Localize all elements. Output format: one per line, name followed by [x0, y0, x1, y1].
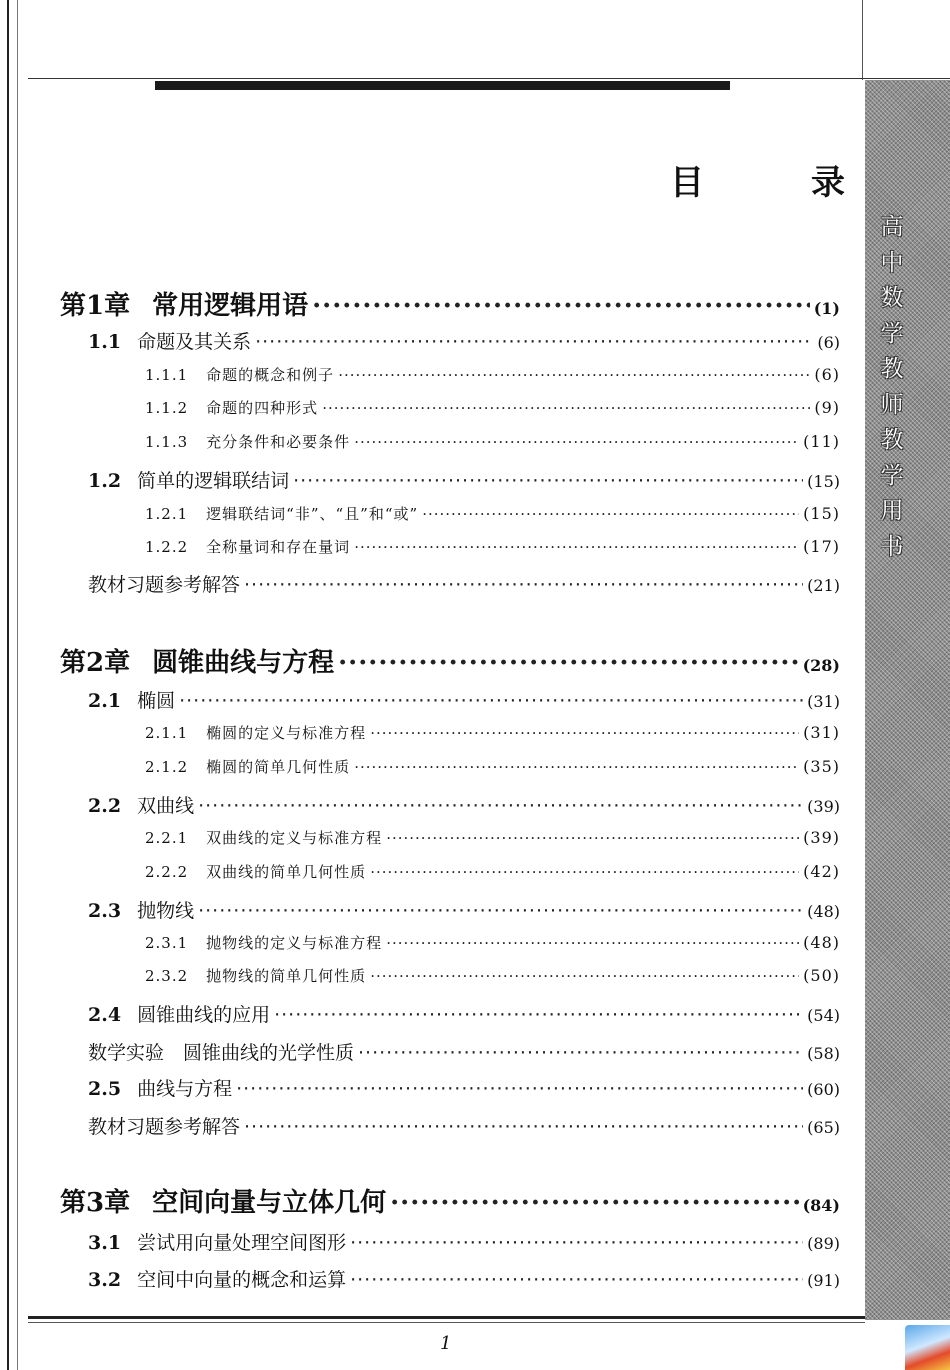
side-label-char: 教 — [880, 427, 904, 453]
toc-number: 1.1 — [88, 331, 122, 353]
toc-section[interactable] — [88, 791, 840, 818]
toc-page: (50) — [803, 966, 840, 985]
toc-section[interactable] — [88, 1265, 840, 1292]
leader-dots — [312, 291, 810, 321]
leader-dots — [198, 795, 803, 817]
toc-subsection[interactable] — [145, 932, 840, 953]
toc-number: 2.4 — [88, 1004, 122, 1026]
toc-subsection[interactable] — [145, 756, 840, 777]
leader-dots — [236, 1078, 803, 1100]
toc-number: 2.1 — [88, 690, 122, 712]
leader-dots — [322, 399, 810, 417]
toc-title: 全称量词和存在量词 — [206, 538, 351, 556]
toc-misc[interactable] — [88, 570, 840, 597]
leader-dots — [274, 1004, 803, 1026]
toc-section[interactable] — [88, 1000, 840, 1027]
corner-logo-icon — [905, 1325, 950, 1370]
toc-page: (6) — [817, 333, 840, 352]
leader-dots — [293, 470, 803, 492]
toc-page: (11) — [803, 432, 840, 451]
toc-number: 1.2 — [88, 470, 122, 492]
toc-page: (21) — [807, 576, 840, 595]
bottom-rule-thin — [28, 1322, 865, 1323]
toc-misc[interactable] — [88, 1038, 840, 1065]
toc-section[interactable] — [88, 466, 840, 493]
toc-number: 3.1 — [88, 1232, 122, 1254]
toc-title: 双曲线的定义与标准方程 — [206, 829, 383, 847]
leader-dots — [338, 648, 798, 678]
leader-dots — [386, 829, 799, 847]
side-label-char: 教 — [880, 356, 904, 382]
toc-page: (6) — [814, 365, 840, 384]
side-label-char: 师 — [880, 391, 904, 418]
toc-section[interactable] — [88, 1228, 840, 1255]
page-number: 1 — [440, 1333, 452, 1354]
toc-page: (42) — [803, 862, 840, 881]
toc-page: (54) — [807, 1006, 840, 1025]
toc-subsection[interactable] — [145, 722, 840, 743]
toc-title: 抛物线 — [137, 900, 195, 922]
bottom-rule — [28, 1316, 865, 1319]
side-label-char: 书 — [880, 533, 904, 560]
toc-chapter[interactable] — [60, 642, 840, 679]
toc-page: (84) — [802, 1196, 840, 1215]
toc-number: 1.1.1 — [145, 366, 189, 384]
toc-title: 双曲线的简单几何性质 — [206, 863, 367, 881]
leader-dots — [354, 433, 799, 451]
leader-dots — [244, 574, 803, 596]
leader-dots — [390, 1188, 798, 1218]
toc-number: 第3章 — [60, 1188, 131, 1218]
toc-title: 命题的四种形式 — [206, 399, 319, 417]
toc-title: 空间向量与立体几何 — [152, 1188, 387, 1218]
toc-title: 数学实验 圆锥曲线的光学性质 — [88, 1042, 355, 1064]
toc-page: (39) — [803, 828, 840, 847]
toc-number: 2.3 — [88, 900, 122, 922]
leader-dots — [255, 331, 813, 353]
toc-number: 2.3.2 — [145, 967, 189, 985]
toc-number: 1.1.3 — [145, 433, 189, 451]
toc-number: 1.1.2 — [145, 399, 189, 417]
leader-dots — [244, 1116, 803, 1138]
leader-dots — [422, 505, 799, 523]
toc-page: (9) — [814, 398, 840, 417]
toc-title: 椭圆的简单几何性质 — [206, 758, 351, 776]
toc-number: 2.3.1 — [145, 934, 189, 952]
toc-number: 第1章 — [60, 291, 131, 321]
leader-dots — [198, 900, 803, 922]
toc-title: 教材习题参考解答 — [88, 574, 241, 596]
side-label-char: 中 — [880, 249, 904, 276]
toc-page: (15) — [803, 504, 840, 523]
title-char: 录 — [811, 163, 845, 203]
toc-subsection[interactable] — [145, 861, 840, 882]
toc-title: 抛物线的定义与标准方程 — [206, 934, 383, 952]
leader-dots — [179, 690, 803, 712]
toc-page: (31) — [803, 723, 840, 742]
toc-title: 命题及其关系 — [137, 331, 252, 353]
toc-section[interactable] — [88, 327, 840, 354]
toc-page: (91) — [807, 1271, 840, 1290]
toc-number: 2.2.1 — [145, 829, 189, 847]
leader-dots — [350, 1232, 803, 1254]
toc-number: 第2章 — [60, 648, 131, 678]
toc-subsection[interactable] — [145, 965, 840, 986]
toc-title: 双曲线 — [137, 795, 195, 817]
toc-title: 命题的概念和例子 — [206, 366, 335, 384]
toc-section[interactable] — [88, 686, 840, 713]
leader-dots — [370, 863, 799, 881]
toc-number: 1.2.2 — [145, 538, 189, 556]
side-label-char: 学 — [880, 462, 904, 489]
toc-title: 抛物线的简单几何性质 — [206, 967, 367, 985]
toc-title: 曲线与方程 — [137, 1078, 233, 1100]
toc-subsection[interactable] — [145, 364, 840, 385]
toc-page: (58) — [807, 1044, 840, 1063]
side-label-char: 高 — [880, 214, 904, 240]
side-label-char: 用 — [880, 498, 904, 524]
toc-subsection[interactable] — [145, 827, 840, 848]
leader-dots — [358, 1042, 803, 1064]
leader-dots — [354, 538, 799, 556]
toc-page: (35) — [803, 757, 840, 776]
toc-page: (15) — [807, 472, 840, 491]
toc-number: 2.1.1 — [145, 724, 189, 742]
toc-subsection[interactable] — [145, 431, 840, 452]
toc-subsection[interactable] — [145, 397, 840, 418]
toc-chapter[interactable] — [60, 285, 840, 322]
toc-number: 2.1.2 — [145, 758, 189, 776]
toc-title: 圆锥曲线与方程 — [152, 648, 335, 678]
leader-dots — [370, 967, 799, 985]
toc-page: (28) — [802, 656, 840, 675]
toc-page: (31) — [807, 692, 840, 711]
leader-dots — [354, 758, 799, 776]
title-char: 目 — [670, 163, 704, 203]
toc-page: (89) — [807, 1234, 840, 1253]
toc-subsection[interactable] — [145, 536, 840, 557]
toc-title: 椭圆 — [137, 690, 176, 712]
toc-title: 圆锥曲线的应用 — [137, 1004, 271, 1026]
toc-section[interactable] — [88, 1074, 840, 1101]
toc-page: (48) — [807, 902, 840, 921]
toc-number: 3.2 — [88, 1269, 122, 1291]
toc-page: (39) — [807, 797, 840, 816]
toc-title: 尝试用向量处理空间图形 — [137, 1232, 347, 1254]
toc-subsection[interactable] — [145, 503, 840, 524]
leader-dots — [370, 724, 799, 742]
toc-title: 常用逻辑用语 — [152, 291, 309, 321]
toc-number: 2.2.2 — [145, 863, 189, 881]
leader-dots — [386, 934, 799, 952]
toc-page: (48) — [803, 933, 840, 952]
toc-title: 椭圆的定义与标准方程 — [206, 724, 367, 742]
side-label-char: 数 — [880, 285, 904, 311]
toc-title: 逻辑联结词“非”、“且”和“或” — [206, 505, 419, 523]
toc-page: (60) — [807, 1080, 840, 1099]
side-label-char: 学 — [880, 320, 904, 347]
toc-number: 2.2 — [88, 795, 122, 817]
toc-number: 1.2.1 — [145, 505, 189, 523]
leader-dots — [338, 366, 810, 384]
toc-page: (1) — [813, 299, 840, 318]
toc-title: 教材习题参考解答 — [88, 1116, 241, 1138]
toc-title: 空间中向量的概念和运算 — [137, 1269, 347, 1291]
toc-title: 充分条件和必要条件 — [206, 433, 351, 451]
toc-chapter[interactable] — [60, 1182, 840, 1219]
leader-dots — [350, 1269, 803, 1291]
side-label — [872, 210, 912, 565]
toc-misc[interactable] — [88, 1112, 840, 1139]
toc-number: 2.5 — [88, 1078, 122, 1100]
toc-page: (65) — [807, 1118, 840, 1137]
toc-page: (17) — [803, 537, 840, 556]
toc-title: 简单的逻辑联结词 — [137, 470, 290, 492]
toc-section[interactable] — [88, 896, 840, 923]
